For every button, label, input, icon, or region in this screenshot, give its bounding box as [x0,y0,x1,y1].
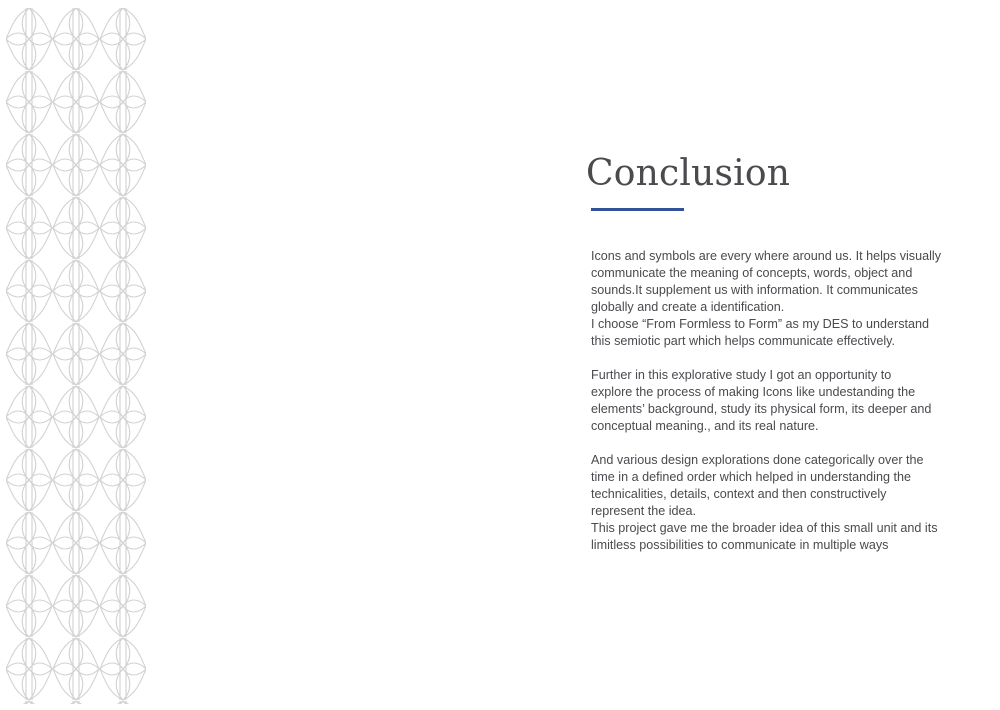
decorative-pattern [6,8,146,704]
title-underline [591,208,684,211]
paragraph: Further in this explorative study I got an opportunity to explore the process of making Icons like undestanding the elements’ background, study its physical form, its deeper and conceptual meaning., and its real nature. [591,368,932,433]
paragraph: And various design explorations done categorically over the time in a defined order which helped in understanding the technicalities, details, context and then constructively represent the idea. This project gave me the broader idea of this small unit and its limitless possibilities to communicate in multiple ways [591,453,938,552]
page-title: Conclusion [586,153,791,194]
conclusion-body [591,248,956,554]
paragraph: Icons and symbols are every where around us. It helps visually communicate the meaning of concepts, words, object and sounds.It supplement us with information. It communicates globally and create a identification. I choose “From Formless to Form” as my DES to understand this semiotic part which helps communicate effectively. [591,249,941,348]
